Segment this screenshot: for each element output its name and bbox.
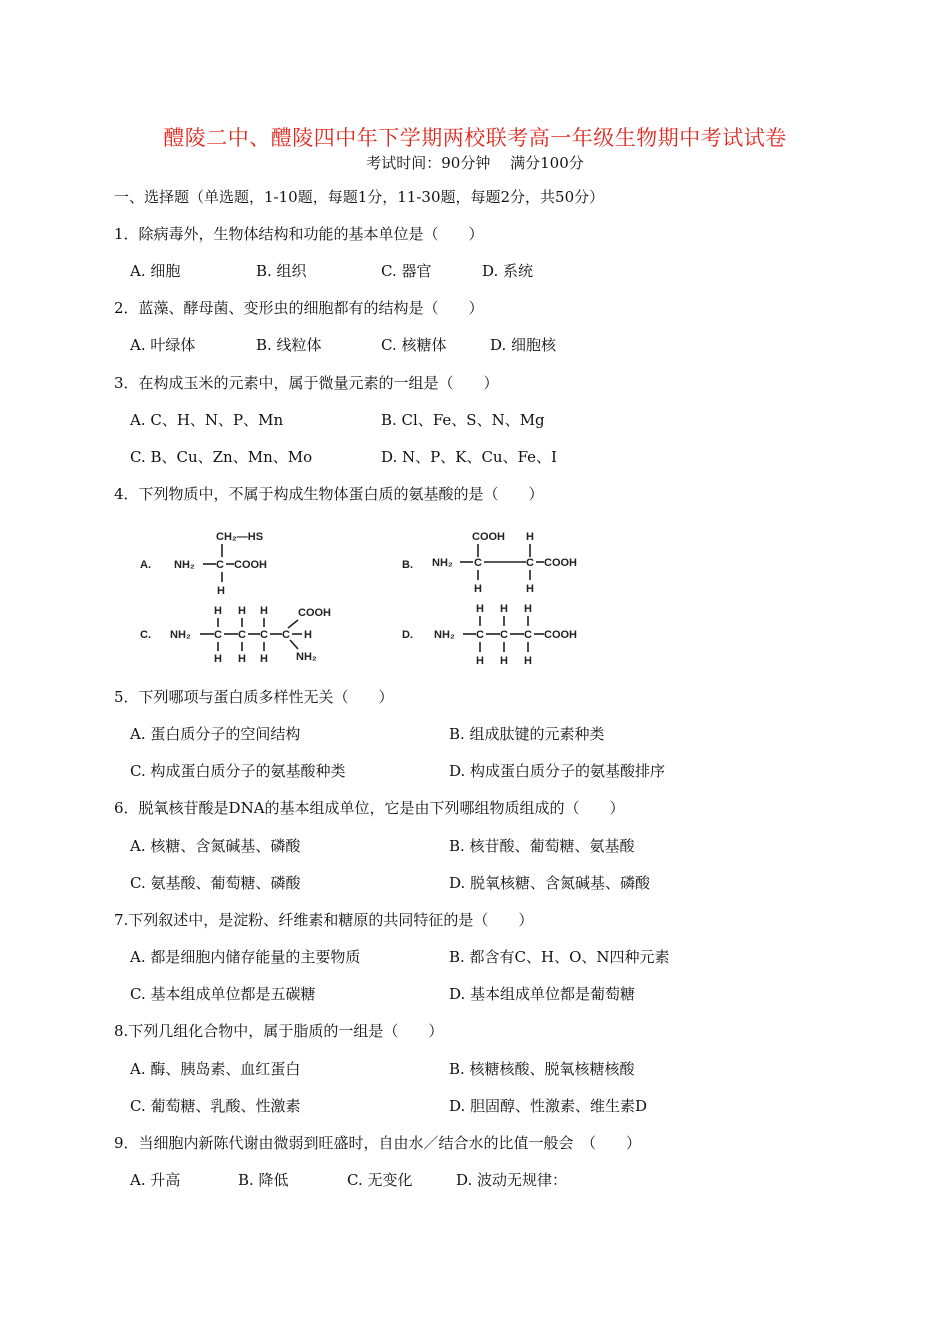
atom-label: H: [214, 605, 222, 617]
group-label: NH₂: [174, 559, 195, 571]
atom-label: H: [500, 603, 508, 615]
option: D. 脱氧核糖、含氮碱基、磷酸: [449, 874, 651, 892]
atom-label: C: [476, 629, 484, 641]
atom-label: H: [260, 653, 268, 665]
section-heading: 一、选择题（单选题，1-10题，每题1分，11-30题，每题2分，共50分）: [114, 188, 605, 206]
question-stem: 1．除病毒外，生物体结构和功能的基本单位是（ ）: [114, 225, 484, 243]
option: D. 基本组成单位都是葡萄糖: [449, 985, 636, 1003]
exam-info: 考试时间：90分钟 满分100分: [366, 154, 584, 172]
page-title: 醴陵二中、醴陵四中年下学期两校联考高一年级生物期中考试试卷: [163, 126, 787, 150]
group-label: NH₂: [296, 651, 317, 663]
option: D. 构成蛋白质分子的氨基酸排序: [449, 762, 666, 780]
option: B. 都含有C、H、O、N四种元素: [449, 948, 670, 966]
atom-label: H: [304, 629, 312, 641]
question-stem: 3．在构成玉米的元素中，属于微量元素的一组是（ ）: [114, 374, 499, 392]
option: A. 都是细胞内储存能量的主要物质: [130, 948, 361, 966]
structure-c-diagram: [130, 598, 360, 674]
atom-label: C: [260, 629, 268, 641]
question-stem: 8.下列几组化合物中，属于脂质的一组是（ ）: [114, 1022, 444, 1040]
group-label: COOH: [472, 531, 505, 543]
option: D. 细胞核: [490, 336, 557, 354]
option: A. 叶绿体: [130, 336, 196, 354]
option: C. 无变化: [347, 1171, 413, 1189]
option: C. 葡萄糖、乳酸、性激素: [130, 1097, 301, 1115]
option: B. Cl、Fe、S、N、Mg: [381, 411, 545, 429]
atom-label: C: [238, 629, 246, 641]
group-label: COOH: [298, 607, 331, 619]
atom-label: H: [526, 583, 534, 595]
option: C. B、Cu、Zn、Mn、Mo: [130, 448, 313, 466]
option: B. 降低: [238, 1171, 289, 1189]
option: A. 升高: [130, 1171, 181, 1189]
atom-label: H: [238, 653, 246, 665]
option: A. 细胞: [130, 262, 181, 280]
question-stem: 7.下列叙述中，是淀粉、纤维素和糖原的共同特征的是（ ）: [114, 911, 534, 929]
group-label: COOH: [544, 557, 577, 569]
option: A. C、H、N、P、Mn: [130, 411, 284, 429]
atom-label: C: [214, 629, 222, 641]
structure-d-diagram: [398, 598, 608, 674]
option: A. 酶、胰岛素、血红蛋白: [130, 1060, 301, 1078]
atom-label: H: [476, 655, 484, 667]
option: D. 系统: [482, 262, 534, 280]
option: B. 组成肽键的元素种类: [449, 725, 605, 743]
option: C. 核糖体: [381, 336, 447, 354]
atom-label: H: [500, 655, 508, 667]
atom-label: C: [282, 629, 290, 641]
question-stem: 6．脱氧核苷酸是DNA的基本组成单位，它是由下列哪组物质组成的（ ）: [114, 799, 625, 817]
atom-label: H: [474, 583, 482, 595]
option: D. N、P、K、Cu、Fe、I: [381, 448, 557, 466]
structure-d-label: D.: [402, 629, 413, 641]
group-label: COOH: [544, 629, 577, 641]
structure-a-diagram: [130, 522, 330, 606]
group-label: NH₂: [432, 557, 453, 569]
group-label: COOH: [234, 559, 267, 571]
structure-c-label: C.: [140, 629, 151, 641]
option: C. 氨基酸、葡萄糖、磷酸: [130, 874, 301, 892]
option: B. 组织: [256, 262, 307, 280]
option: C. 基本组成单位都是五碳糖: [130, 985, 316, 1003]
atom-label: H: [217, 585, 225, 597]
question-stem: 9．当细胞内新陈代谢由微弱到旺盛时，自由水／结合水的比值一般会 （ ）: [114, 1134, 642, 1152]
atom-label: H: [524, 603, 532, 615]
option: B. 核苷酸、葡萄糖、氨基酸: [449, 837, 635, 855]
structure-a-label: A.: [140, 559, 151, 571]
option: C. 器官: [381, 262, 432, 280]
question-stem: 2．蓝藻、酵母菌、变形虫的细胞都有的结构是（ ）: [114, 299, 484, 317]
option: A. 蛋白质分子的空间结构: [130, 725, 301, 743]
option: B. 核糖核酸、脱氧核糖核酸: [449, 1060, 635, 1078]
structure-b-label: B.: [402, 559, 413, 571]
option: A. 核糖、含氮碱基、磷酸: [130, 837, 301, 855]
group-label: NH₂: [170, 629, 191, 641]
option: D. 波动无规律：: [456, 1171, 568, 1189]
option: B. 线粒体: [256, 336, 322, 354]
question-stem: 5．下列哪项与蛋白质多样性无关（ ）: [114, 688, 394, 706]
atom-label: H: [524, 655, 532, 667]
structure-b-diagram: [398, 522, 608, 606]
group-label: CH₂—HS: [216, 531, 264, 543]
atom-label: H: [238, 605, 246, 617]
atom-label: C: [526, 557, 534, 569]
atom-label: C: [500, 629, 508, 641]
atom-label: H: [214, 653, 222, 665]
question-stem: 4．下列物质中，不属于构成生物体蛋白质的氨基酸的是（ ）: [114, 485, 544, 503]
atom-label: H: [526, 531, 534, 543]
group-label: NH₂: [434, 629, 455, 641]
atom-label: C: [474, 557, 482, 569]
atom-label: C: [216, 559, 224, 571]
option: C. 构成蛋白质分子的氨基酸种类: [130, 762, 346, 780]
atom-label: H: [260, 605, 268, 617]
option: D. 胆固醇、性激素、维生素D: [449, 1097, 648, 1115]
atom-label: H: [476, 603, 484, 615]
atom-label: C: [524, 629, 532, 641]
